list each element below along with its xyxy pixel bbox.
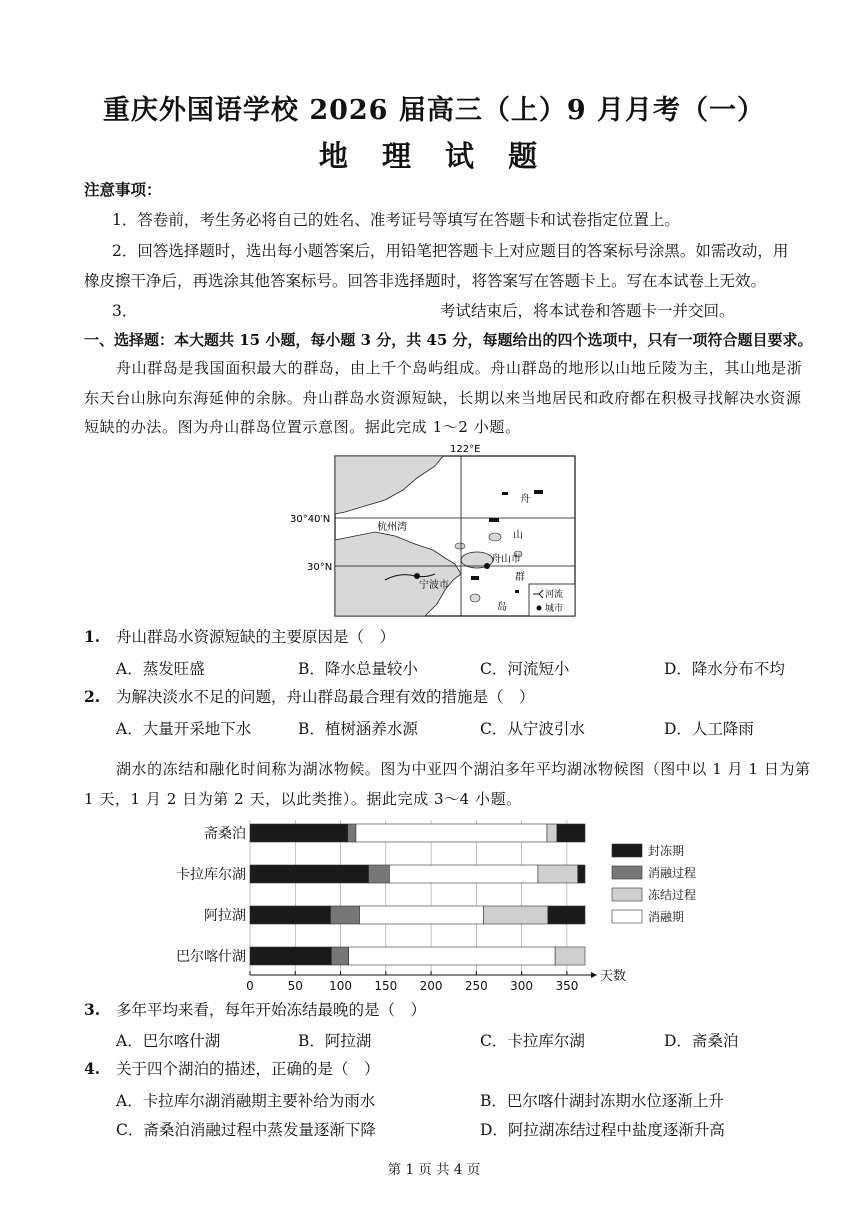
exam-title: 重庆外国语学校 2026 届高三（上）9 月月考（一） (102, 95, 766, 126)
legend-swatch (612, 888, 642, 901)
x-tick-label: 250 (464, 979, 488, 992)
map-city-ningbo: 宁波市 (419, 580, 449, 591)
lake-ice-chart (160, 812, 720, 992)
question-2-stem: 为解决淡水不足的问题，舟山群岛最合理有效的措施是（ ） (116, 688, 535, 706)
x-tick-label: 50 (287, 979, 303, 992)
bar-segment (250, 947, 331, 965)
bar-segment (538, 865, 578, 883)
question-3-stem: 多年平均来看，每年开始冻结最晚的是（ ） (116, 1001, 427, 1019)
question-3-num: 3. (84, 1000, 101, 1019)
x-axis-label: 天数 (600, 969, 627, 984)
map-lat2-label: 30°N (307, 562, 333, 573)
legend-swatch (612, 844, 642, 857)
q3-option-b: B．阿拉湖 (298, 1032, 372, 1050)
bar-segment (578, 865, 585, 883)
bar-segment (349, 947, 555, 965)
bar-segment (548, 906, 585, 924)
question-4-stem: 关于四个湖泊的描述，正确的是（ ） (116, 1060, 380, 1078)
legend-swatch (612, 866, 642, 879)
map-islands-label-1: 舟 (520, 494, 530, 505)
q4-option-a: A．卡拉库尔湖消融期主要补给为雨水 (116, 1092, 376, 1110)
map-island (455, 543, 465, 549)
map-island (515, 590, 519, 593)
question-1-num: 1. (84, 627, 101, 646)
question-2-num: 2. (84, 687, 101, 706)
bar-segment (356, 824, 547, 842)
x-tick-label: 0 (246, 979, 254, 992)
map-legend-river: 河流 (545, 590, 564, 600)
lake-label: 巴尔喀什湖 (176, 949, 246, 965)
passage1-line3: 短缺的办法。图为舟山群岛位置示意图。据此完成 1～2 小题。 (84, 418, 521, 436)
map-lon-label: 122°E (450, 444, 481, 455)
passage1-line2: 东天台山脉向东海延伸的余脉。舟山群岛水资源短缺，长期以来当地居民和政府都在积极寻找解决水资源 (84, 389, 802, 407)
q4-option-c: C．斋桑泊消融过程中蒸发量逐渐下降 (116, 1121, 376, 1139)
bar-segment (250, 906, 331, 924)
passage2-line1: 湖水的冻结和融化时间称为湖冰物候。图为中亚四个湖泊多年平均湖冰物候图（图中以 1 月 1 日为第 (116, 760, 811, 778)
city-legend-icon (537, 606, 542, 611)
map-city-zhoushan-dot (484, 563, 490, 569)
q1-option-d: D．降水分布不均 (664, 660, 785, 678)
map-bay-label: 杭州湾 (377, 522, 407, 533)
passage1-line1: 舟山群岛是我国面积最大的群岛，由上千个岛屿组成。舟山群岛的地形以山地丘陵为主，其山地是浙 (116, 359, 803, 377)
x-tick-label: 100 (329, 979, 352, 992)
map-islands-label-2: 山 (513, 530, 523, 541)
bar-segment (547, 824, 557, 842)
map-island (489, 533, 501, 541)
bar-segment (557, 824, 585, 842)
map-lat1-label: 30°40′N (290, 514, 331, 525)
notice-heading: 注意事项： (84, 180, 162, 199)
zhoushan-map (285, 440, 585, 620)
lake-label: 卡拉库尔湖 (176, 867, 246, 883)
legend-label: 冻结过程 (648, 888, 697, 902)
q3-option-c: C．卡拉库尔湖 (480, 1032, 585, 1050)
q1-option-b: B．降水总量较小 (298, 660, 418, 678)
bar-segment (555, 947, 585, 965)
q2-option-a: A．大量开采地下水 (116, 720, 252, 738)
question-1 (84, 627, 100, 647)
map-islands-label-3: 群 (515, 572, 525, 583)
q2-option-d: D．人工降雨 (664, 720, 754, 738)
map-island (471, 576, 479, 580)
map-islands-label-4: 岛 (497, 602, 507, 613)
map-city-zhoushan: 舟山市 (491, 554, 521, 565)
notice-item-3-num: 3． (112, 302, 138, 320)
question-1-stem: 舟山群岛水资源短缺的主要原因是（ ） (116, 628, 396, 646)
q4-option-b: B．巴尔喀什湖封冻期水位逐渐上升 (480, 1092, 724, 1110)
map-island (534, 490, 543, 494)
map-city-ningbo-dot (414, 573, 420, 579)
bar-segment (331, 947, 348, 965)
notice-item-2-line1: 2．回答选择题时，选出每小题答案后，用铅笔把答题卡上对应题目的答案标号涂黑。如需改动，用 (112, 242, 789, 260)
bar-segment (331, 906, 360, 924)
x-tick-label: 300 (510, 979, 534, 992)
notice-item-1: 1．答卷前，考生务必将自己的姓名、准考证号等填写在答题卡和试卷指定位置上。 (112, 211, 680, 229)
x-tick-label: 350 (555, 979, 579, 992)
bar-segment (250, 824, 348, 842)
question-4-num: 4. (84, 1059, 101, 1078)
bar-segment (348, 824, 356, 842)
q4-option-d: D．阿拉湖冻结过程中盐度逐渐升高 (480, 1121, 725, 1139)
exam-subject: 地 理 试 题 (318, 139, 550, 173)
x-tick-label: 150 (374, 979, 398, 992)
q2-option-c: C．从宁波引水 (480, 720, 585, 738)
map-island (502, 492, 508, 495)
passage2-line2: 1 天，1 月 2 日为第 2 天，以此类推）。据此完成 3～4 小题。 (84, 790, 522, 808)
page-footer: 第 1 页 共 4 页 (387, 1162, 481, 1178)
q3-option-d: D．斋桑泊 (664, 1032, 739, 1050)
bar-segment (484, 906, 548, 924)
bar-segment (389, 865, 537, 883)
legend-swatch (612, 910, 642, 923)
q2-option-b: B．植树涵养水源 (298, 720, 418, 738)
legend-label: 消融过程 (648, 866, 697, 880)
lake-label: 斋桑泊 (204, 826, 246, 842)
bar-segment (369, 865, 390, 883)
map-island (489, 518, 499, 522)
q1-option-a: A．蒸发旺盛 (116, 660, 205, 678)
q3-option-a: A．巴尔喀什湖 (116, 1032, 221, 1050)
bar-segment (360, 906, 484, 924)
map-island (470, 594, 480, 602)
x-axis-arrow (591, 972, 597, 978)
legend-label: 封冻期 (648, 844, 685, 858)
map-legend-city: 城市 (545, 604, 564, 614)
legend-label: 消融期 (648, 910, 685, 924)
notice-item-3: 考试结束后，将本试卷和答题卡一并交回。 (440, 302, 735, 320)
lake-label: 阿拉湖 (204, 908, 246, 924)
notice-item-2-line2: 橡皮擦干净后，再选涂其他答案标号。回答非选择题时，将答案写在答题卡上。写在本试卷上无效。 (84, 272, 767, 290)
x-tick-label: 200 (419, 979, 443, 992)
q1-option-c: C．河流短小 (480, 660, 570, 678)
bar-segment (250, 865, 369, 883)
section-heading: 一、选择题：本大题共 15 小题，每小题 3 分，共 45 分，每题给出的四个选项中，只有一项符合题目要求。 (84, 331, 813, 349)
